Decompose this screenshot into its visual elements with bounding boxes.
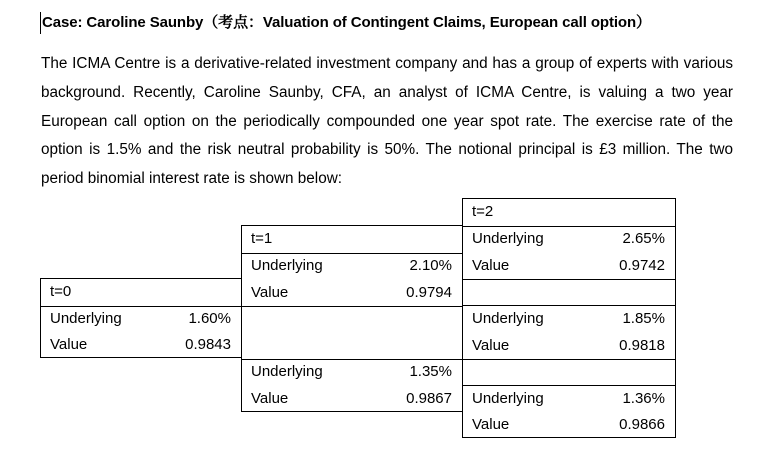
t1-up-value-row xyxy=(242,280,462,307)
underlying-label: Underlying xyxy=(472,230,544,247)
t2-ud-value: 0.9818 xyxy=(619,336,665,354)
underlying-label: Underlying xyxy=(472,389,544,407)
t1-header: t=1 xyxy=(251,230,273,247)
t2-dd-underlying-row xyxy=(463,386,675,413)
t2-header-row xyxy=(463,199,675,226)
value-label: Value xyxy=(251,283,289,301)
t1-header-row xyxy=(242,226,462,253)
text-cursor xyxy=(40,12,41,34)
underlying-label: Underlying xyxy=(251,257,323,274)
t1-down-underlying-row xyxy=(242,359,462,386)
t0-header: t=0 xyxy=(50,283,72,300)
t2-header: t=2 xyxy=(472,203,494,220)
t0-value: 0.9843 xyxy=(185,335,231,353)
t2-uu-value: 0.9742 xyxy=(619,256,665,274)
t2-uu-underlying-row xyxy=(463,226,675,253)
t0-column xyxy=(40,278,242,358)
underlying-label: Underlying xyxy=(472,310,544,327)
t1-up-underlying-value: 2.10% xyxy=(409,257,452,274)
divider xyxy=(463,279,675,280)
t1-down-value-row xyxy=(242,386,462,413)
t1-down-underlying-value: 1.35% xyxy=(409,363,452,380)
t2-uu-underlying-value: 2.65% xyxy=(622,230,665,247)
value-label: Value xyxy=(251,389,289,407)
value-label: Value xyxy=(472,415,510,433)
value-label: Value xyxy=(472,256,510,274)
divider xyxy=(463,359,675,360)
value-label: Value xyxy=(50,335,88,353)
value-label: Value xyxy=(472,336,510,354)
divider xyxy=(242,306,462,307)
t0-underlying-value: 1.60% xyxy=(188,310,231,327)
t2-ud-underlying-row xyxy=(463,306,675,333)
t2-dd-value: 0.9866 xyxy=(619,415,665,433)
t2-column xyxy=(462,198,676,438)
t2-uu-value-row xyxy=(463,253,675,280)
t1-down-value: 0.9867 xyxy=(406,389,452,407)
t2-ud-value-row xyxy=(463,333,675,360)
t1-column xyxy=(241,225,463,412)
t2-dd-value-row xyxy=(463,412,675,439)
t2-ud-underlying-value: 1.85% xyxy=(622,310,665,327)
t0-header-row xyxy=(41,279,241,306)
case-title: Case: Caroline Saunby（考点：Valuation of Contingent Claims, European call option） xyxy=(42,14,651,31)
t0-underlying-row xyxy=(41,306,241,333)
case-description: The ICMA Centre is a derivative-related investment company and has a group of experts with various background. Recently, Caroline Saunby, CFA, an analyst of ICMA Centre, is valuing a two year European call option on the periodically compounded one year spot rate. The exercise rate of the option is 1.5% and the risk neutral probability is 50%. The notional principal is £3 million. The two period binomial interest rate is shown below: xyxy=(41,55,733,188)
t0-value-row xyxy=(41,332,241,359)
t1-up-underlying-row xyxy=(242,253,462,280)
underlying-label: Underlying xyxy=(251,363,323,380)
t2-dd-underlying-value: 1.36% xyxy=(622,389,665,407)
t1-up-value: 0.9794 xyxy=(406,283,452,301)
underlying-label: Underlying xyxy=(50,310,122,327)
